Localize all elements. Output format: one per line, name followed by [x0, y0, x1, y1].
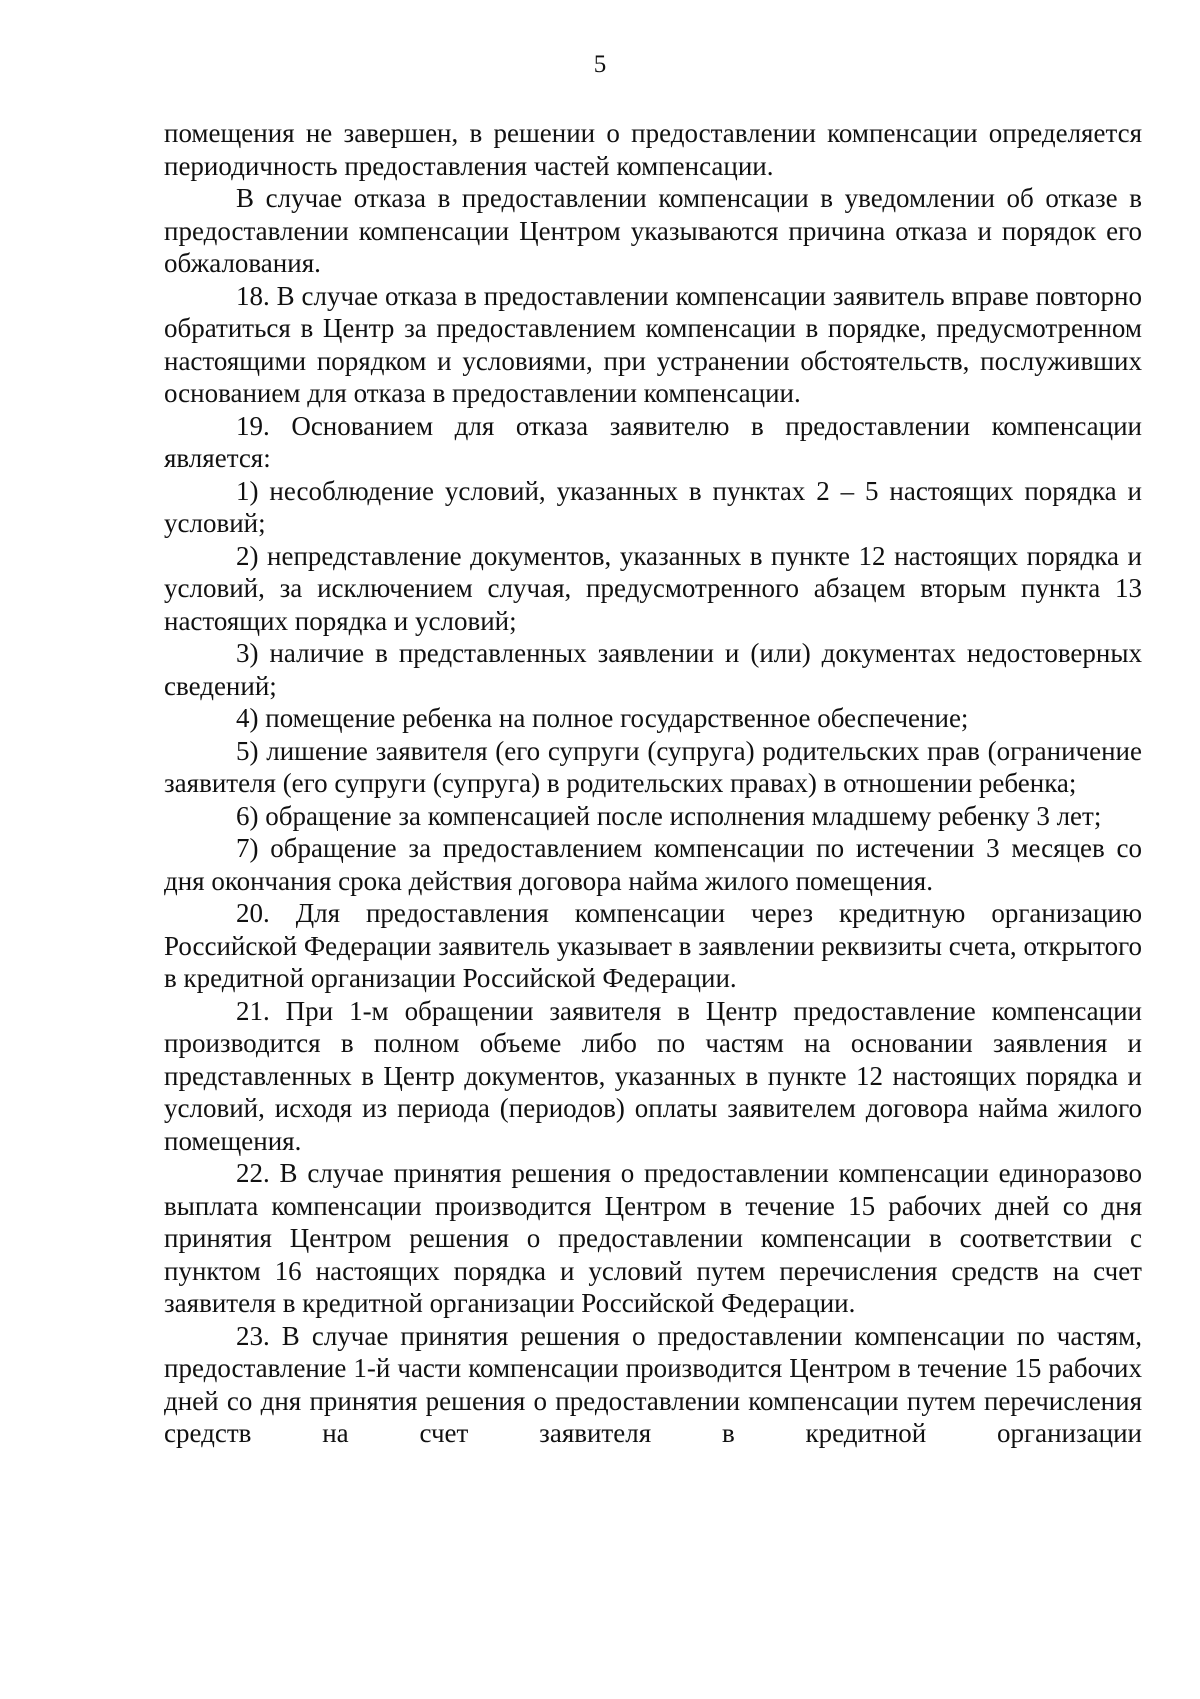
paragraph-18: 18. В случае отказа в предоставлении компенсации заявитель вправе повторно обратиться в Центр за предоставлением компенсации в порядке, предусмотренном настоящими порядком и условиями, при устранении обстоятельств, послуживших основанием для отказа в предоставлении компенсации.: [164, 280, 1142, 408]
page-number: 5: [593, 51, 607, 78]
paragraph-refusal-notice: В случае отказа в предоставлении компенсации в уведомлении об отказе в предоставлении компенсации Центром указываются причина отказа и порядок его обжалования.: [164, 183, 1142, 278]
list-item-5: 5) лишение заявителя (его супруги (супруга) родительских прав (ограничение заявителя (его супруги (супруга) в родительских правах) в отношении ребенка;: [164, 735, 1142, 798]
list-item-3: 3) наличие в представленных заявлении и (или) документах недостоверных сведений;: [164, 638, 1142, 701]
list-item-4: 4) помещение ребенка на полное государственное обеспечение;: [236, 703, 969, 733]
list-item-7: 7) обращение за предоставлением компенсации по истечении 3 месяцев со дня окончания срока действия договора найма жилого помещения.: [164, 833, 1142, 896]
list-item-1: 1) несоблюдение условий, указанных в пунктах 2 – 5 настоящих порядка и условий;: [164, 475, 1142, 538]
paragraph-21: 21. При 1-м обращении заявителя в Центр предоставление компенсации производится в полном объеме либо по частям на основании заявления и представленных в Центр документов, указанных в пункте 12 настоящих порядка и условий, исходя из периода (периодов) оплаты заявителем договора найма жилого помещения.: [164, 995, 1142, 1156]
list-item-2: 2) непредставление документов, указанных в пункте 12 настоящих порядка и условий, за исключением случая, предусмотренного абзацем вторым пункта 13 настоящих порядка и условий;: [164, 540, 1142, 636]
paragraph-19: 19. Основанием для отказа заявителю в предоставлении компенсации является:: [164, 410, 1142, 473]
paragraph-20: 20. Для предоставления компенсации через кредитную организацию Российской Федерации заявитель указывает в заявлении реквизиты счета, открытого в кредитной организации Российской Федерации.: [164, 898, 1142, 993]
paragraph-22: 22. В случае принятия решения о предоставлении компенсации единоразово выплата компенсации производится Центром в течение 15 рабочих дней со дня принятия Центром решения о предоставлении компенсации в соответствии с пунктом 16 настоящих порядка и условий путем перечисления средств на счет заявителя в кредитной организации Российской Федерации.: [164, 1158, 1142, 1318]
document-body: [164, 117, 1142, 1450]
list-item-6: 6) обращение за компенсацией после исполнения младшему ребенку 3 лет;: [236, 800, 1102, 831]
paragraph-continuation: помещения не завершен, в решении о предоставлении компенсации определяется периодичность предоставления частей компенсации.: [164, 118, 1142, 181]
paragraph-23: 23. В случае принятия решения о предоставлении компенсации по частям, предоставление 1-й части компенсации производится Центром в течение 15 рабочих дней со дня принятия решения о предоставлении компенсации путем перечисления средств на счет заявителя в кредитной организации: [164, 1320, 1142, 1448]
